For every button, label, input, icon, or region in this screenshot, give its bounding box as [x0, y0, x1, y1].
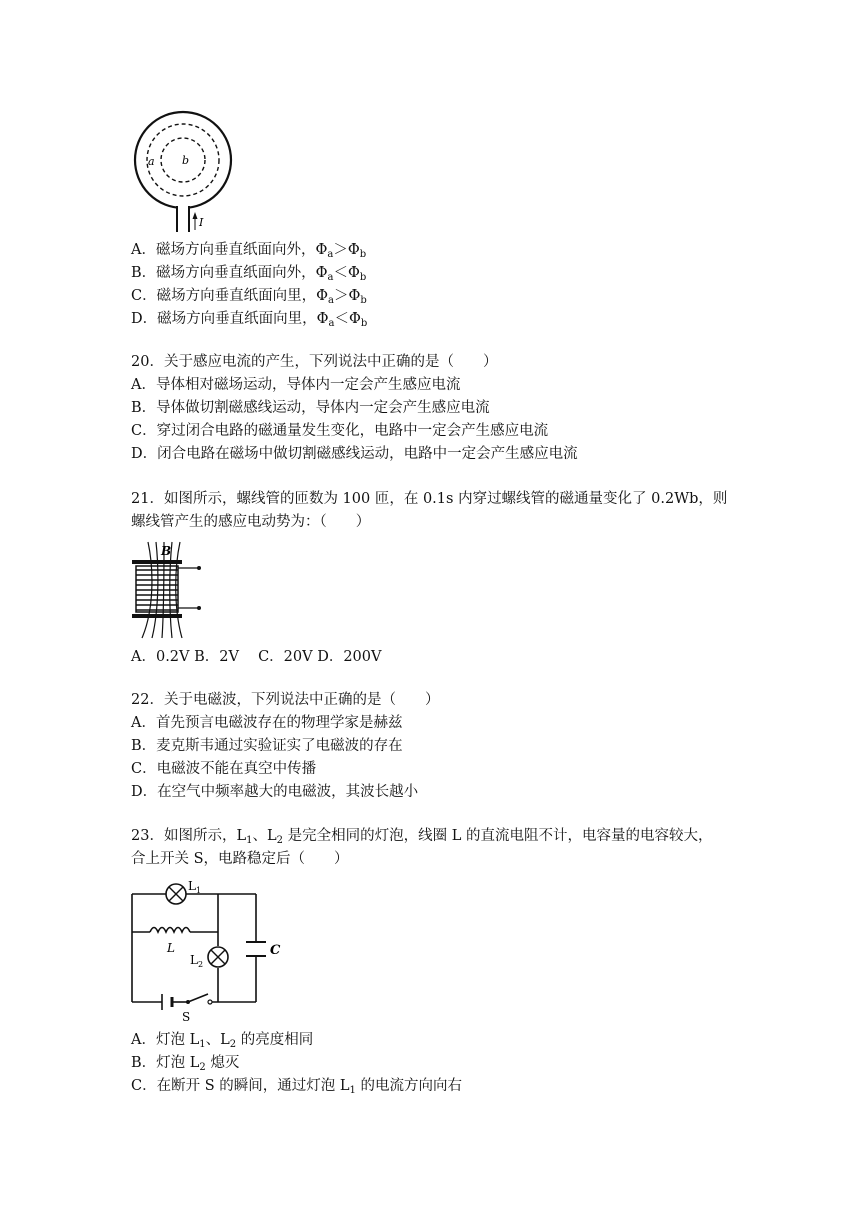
q21-options[interactable]: A．0.2V B．2V C．20V D．200V — [131, 649, 382, 665]
label-s: S — [182, 1010, 191, 1024]
q19-option-d[interactable]: D．磁场方向垂直纸面向里，$\Phi_a<\Phi_b$ — [131, 311, 368, 329]
q23-stem-line1: 23．如图所示，$L_1$、$L_2$ 是完全相同的灯泡，线圈 L 的直流电阻不计，电容量的电容较大， — [131, 828, 713, 846]
q23-figure-circuit — [128, 874, 288, 1024]
lamp-l1-icon — [166, 884, 186, 904]
label-l2: $L_2$ — [190, 953, 204, 969]
q22-option-d[interactable]: D．在空气中频率越大的电磁波，其波长越小 — [131, 784, 419, 800]
q23-option-c[interactable]: C．在断开 S 的瞬间，通过灯泡 $L_1$ 的电流方向向右 — [131, 1078, 462, 1096]
q23-option-b[interactable]: B．灯泡 $L_2$ 熄灭 — [131, 1055, 240, 1073]
q21-stem-line1: 21．如图所示，螺线管的匝数为 100 匝，在 0.1s 内穿过螺线管的磁通量变化了 0.2Wb，则 — [131, 491, 728, 507]
q23-stem-line2: 合上开关 S，电路稳定后（ ） — [131, 851, 349, 867]
label-current: I — [199, 216, 204, 229]
label-b: b — [182, 154, 190, 167]
q23-option-a[interactable]: A．灯泡 $L_1$、$L_2$ 的亮度相同 — [131, 1032, 314, 1050]
q22-option-c[interactable]: C．电磁波不能在真空中传播 — [131, 761, 317, 777]
terminal-bottom-icon — [197, 606, 201, 610]
q19-option-b[interactable]: B．磁场方向垂直纸面向外，$\Phi_a<\Phi_b$ — [131, 265, 367, 283]
q20-option-d[interactable]: D．闭合电路在磁场中做切割磁感线运动，电路中一定会产生感应电流 — [131, 446, 578, 462]
q19-option-a[interactable]: A．磁场方向垂直纸面向外，$\Phi_a>\Phi_b$ — [131, 242, 367, 260]
switch-contact-icon — [208, 1000, 212, 1004]
q22-stem: 22．关于电磁波，下列说法中正确的是（ ） — [131, 692, 440, 708]
lamp-l2-icon — [208, 947, 228, 967]
q20-option-c[interactable]: C．穿过闭合电路的磁通量发生变化，电路中一定会产生感应电流 — [131, 423, 549, 439]
q20-option-a[interactable]: A．导体相对磁场运动，导体内一定会产生感应电流 — [131, 377, 461, 393]
current-arrow-icon — [193, 212, 198, 219]
q20-option-b[interactable]: B．导体做切割磁感线运动，导体内一定会产生感应电流 — [131, 400, 490, 416]
q21-figure-solenoid — [128, 540, 208, 640]
q22-option-a[interactable]: A．首先预言电磁波存在的物理学家是赫兹 — [131, 715, 403, 731]
terminal-top-icon — [197, 566, 201, 570]
battery-icon — [162, 994, 172, 1010]
capacitor-icon — [246, 942, 266, 956]
q19-figure-concentric-coil — [128, 108, 238, 233]
switch-pivot-icon — [186, 1000, 190, 1004]
label-c: C — [270, 943, 281, 958]
label-l: L — [167, 941, 175, 955]
q19-option-c[interactable]: C．磁场方向垂直纸面向里，$\Phi_a>\Phi_b$ — [131, 288, 367, 306]
q21-stem-line2: 螺线管产生的感应电动势为：（ ） — [131, 514, 371, 530]
q20-stem: 20．关于感应电流的产生，下列说法中正确的是（ ） — [131, 354, 498, 370]
label-b-field: B — [161, 544, 172, 558]
label-l1: $L_1$ — [188, 879, 202, 895]
q22-option-b[interactable]: B．麦克斯韦通过实验证实了电磁波的存在 — [131, 738, 403, 754]
label-a: a — [148, 155, 155, 168]
